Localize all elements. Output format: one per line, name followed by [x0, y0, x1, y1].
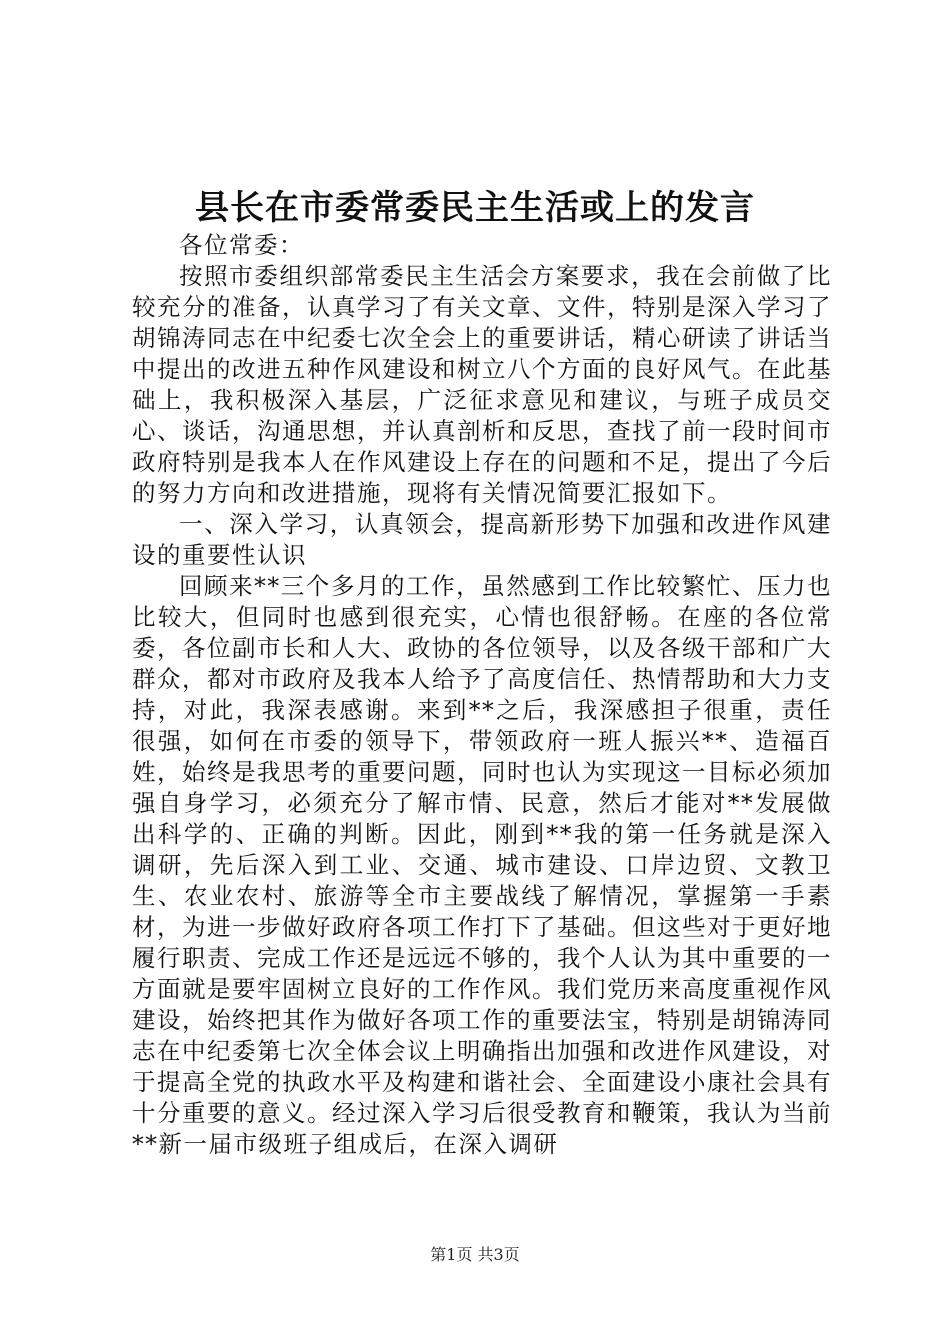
page-footer: 第1页 共3页 [430, 1245, 520, 1264]
section-heading-1: 一、深入学习，认真领会，提高新形势下加强和改进作风建设的重要性认识 [132, 510, 832, 569]
paragraph-intro: 按照市委组织部常委民主生活会方案要求，我在会前做了比较充分的准备，认真学习了有关文章、文件，特别是深入学习了胡锦涛同志在中纪委七次全会上的重要讲话，精心研读了讲话当中提出的改进五种作风建设和树立八个方面的良好风气。在此基础上，我积极深入基层，广泛征求意见和建议，与班子成员交心、谈话，沟通思想，并认真剖析和反思，查找了前一段时间市政府特别是我本人在作风建设上存在的问题和不足，提出了今后的努力方向和改进措施，现将有关情况简要汇报如下。 [132, 262, 832, 507]
salutation: 各位常委： [179, 231, 304, 259]
paragraph-review: 回顾来**三个多月的工作，虽然感到工作比较繁忙、压力也比较大，但同时也感到很充实，心情也很舒畅。在座的各位常委，各位副市长和人大、政协的各位领导，以及各级干部和广大群众，都对市政府及我本人给予了高度信任、热情帮助和大力支持，对此，我深表感谢。来到**之后，我深感担子很重，责任很强，如何在市委的领导下，带领政府一班人振兴**、造福百姓，始终是我思考的重要问题，同时也认为实现这一目标必须加强自身学习，必须充分了解市情、民意，然后才能对**发展做出科学的、正确的判断。因此，刚到**我的第一任务就是深入调研，先后深入到工业、交通、城市建设、口岸边贸、文教卫生、农业农村、旅游等全市主要战线了解情况，掌握第一手素材，为进一步做好政府各项工作打下了基础。但这些对于更好地履行职责、完成工作还是远远不够的，我个人认为其中重要的一方面就是要牢固树立良好的工作作风。我们党历来高度重视作风建设，始终把其作为做好各项工作的重要法宝，特别是胡锦涛同志在中纪委第七次全体会议上明确指出加强和改进作风建设，对于提高全党的执政水平及构建和谐社会、全面建设小康社会具有十分重要的意义。经过深入学习后很受教育和鞭策，我认为当前**新一届市级班子组成后，在深入调研 [132, 572, 832, 1158]
document-body [132, 230, 832, 1160]
document-title: 县长在市委常委民主生活或上的发言 [195, 188, 755, 228]
